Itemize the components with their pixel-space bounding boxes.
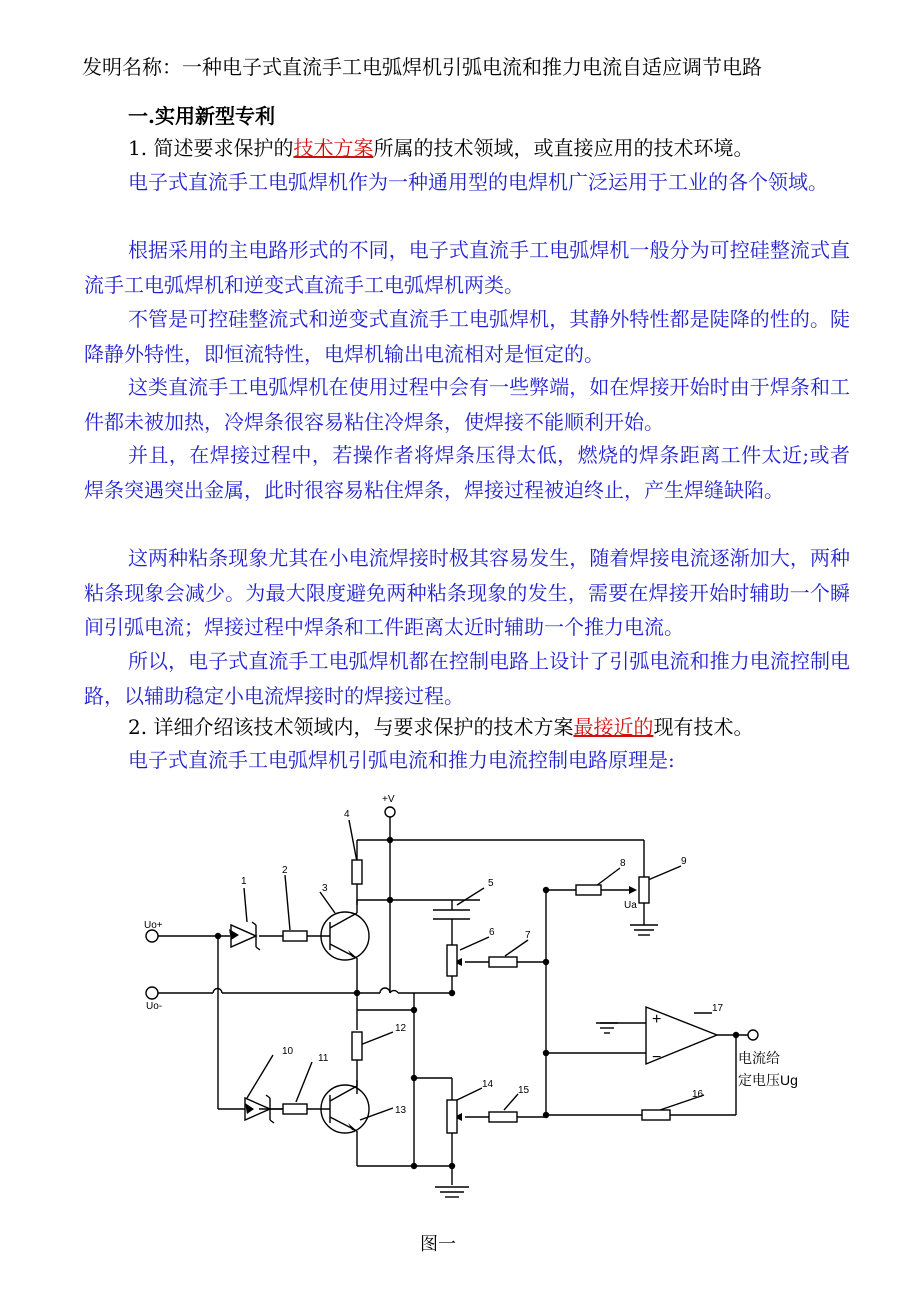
ref-14: 14 [482,1079,494,1090]
paragraph-7: 所以，电子式直流手工电弧焊机都在控制电路上设计了引弧电流和推力电流控制电路，以辅助稳定小电流焊接时的焊接过程。 [84,649,850,708]
ref-9: 9 [681,856,687,867]
question-2-suffix: 现有技术。 [653,715,754,739]
ref-17: 17 [712,1003,724,1014]
uo-plus-label: Uo+ [144,920,163,931]
question-1-highlight: 技术方案 [293,136,374,160]
question-2-highlight: 最接近的 [573,715,654,739]
ref-15: 15 [518,1085,530,1096]
question-1-suffix: 所属的技术领域，或直接应用的技术环境。 [373,136,754,160]
principle-line: 电子式直流手工电弧焊机引弧电流和推力电流控制电路原理是: [128,748,675,772]
uo-minus-label: Uo- [146,1001,163,1012]
ref-4: 4 [344,809,350,820]
output-label-line2: 定电压Ug [738,1072,798,1088]
question-2-prefix: 2. 详细介绍该技术领域内，与要求保护的技术方案 [128,715,574,739]
paragraph-2: 根据采用的主电路形式的不同，电子式直流手工电弧焊机一般分为可控硅整流式直流手工电弧焊机和逆变式直流手工电弧焊机两类。 [84,238,850,297]
ref-16: 16 [692,1089,704,1100]
paragraph-5: 并且，在焊接过程中，若操作者将焊条压得太低，燃烧的焊条距离工件太近;或者焊条突遇突出金属，此时很容易粘住焊条，焊接过程被迫终止，产生焊缝缺陷。 [84,443,850,502]
paragraph-3: 不管是可控硅整流式和逆变式直流手工电弧焊机，其静外特性都是陡降的性的。陡降静外特性，即恒流特性，电焊机输出电流相对是恒定的。 [84,307,850,366]
output-label-line1: 电流给 [738,1050,780,1066]
ua-label: Ua [624,900,637,911]
ref-8: 8 [620,858,626,869]
paragraph-4: 这类直流手工电弧焊机在使用过程中会有一些弊端，如在焊接开始时由于焊条和工件都未被加热，冷焊条很容易粘住冷焊条，使焊接不能顺利开始。 [84,375,850,434]
ref-10: 10 [282,1046,294,1057]
paragraph-1: 电子式直流手工电弧焊机作为一种通用型的电焊机广泛运用于工业的各个领域。 [128,170,828,194]
document-title: 发明名称：一种电子式直流手工电弧焊机引弧电流和推力电流自适应调节电路 [82,55,762,79]
ref-3: 3 [322,883,328,894]
ref-2: 2 [282,865,288,876]
figure-caption: 图一 [420,1234,456,1255]
opamp-minus-label: − [652,1049,662,1066]
paragraph-6: 这两种粘条现象尤其在小电流焊接时极其容易发生，随着焊接电流逐渐加大，两种粘条现象会减少。为最大限度避免两种粘条现象的发生，需要在焊接开始时辅助一个瞬间引弧电流；焊接过程中焊条和工件距离太近时辅助一个推力电流。 [84,546,850,639]
ref-12: 12 [395,1023,407,1034]
vplus-label: +V [382,794,395,805]
ref-11: 11 [318,1053,329,1064]
ref-6: 6 [489,927,495,938]
question-1-prefix: 1. 简述要求保护的 [128,136,294,160]
section-heading: 一.实用新型专利 [128,104,275,128]
opamp-plus-label: + [652,1011,662,1028]
ref-5: 5 [488,878,494,889]
ref-7: 7 [525,930,531,941]
ref-1: 1 [241,876,247,887]
ref-13: 13 [395,1105,407,1116]
